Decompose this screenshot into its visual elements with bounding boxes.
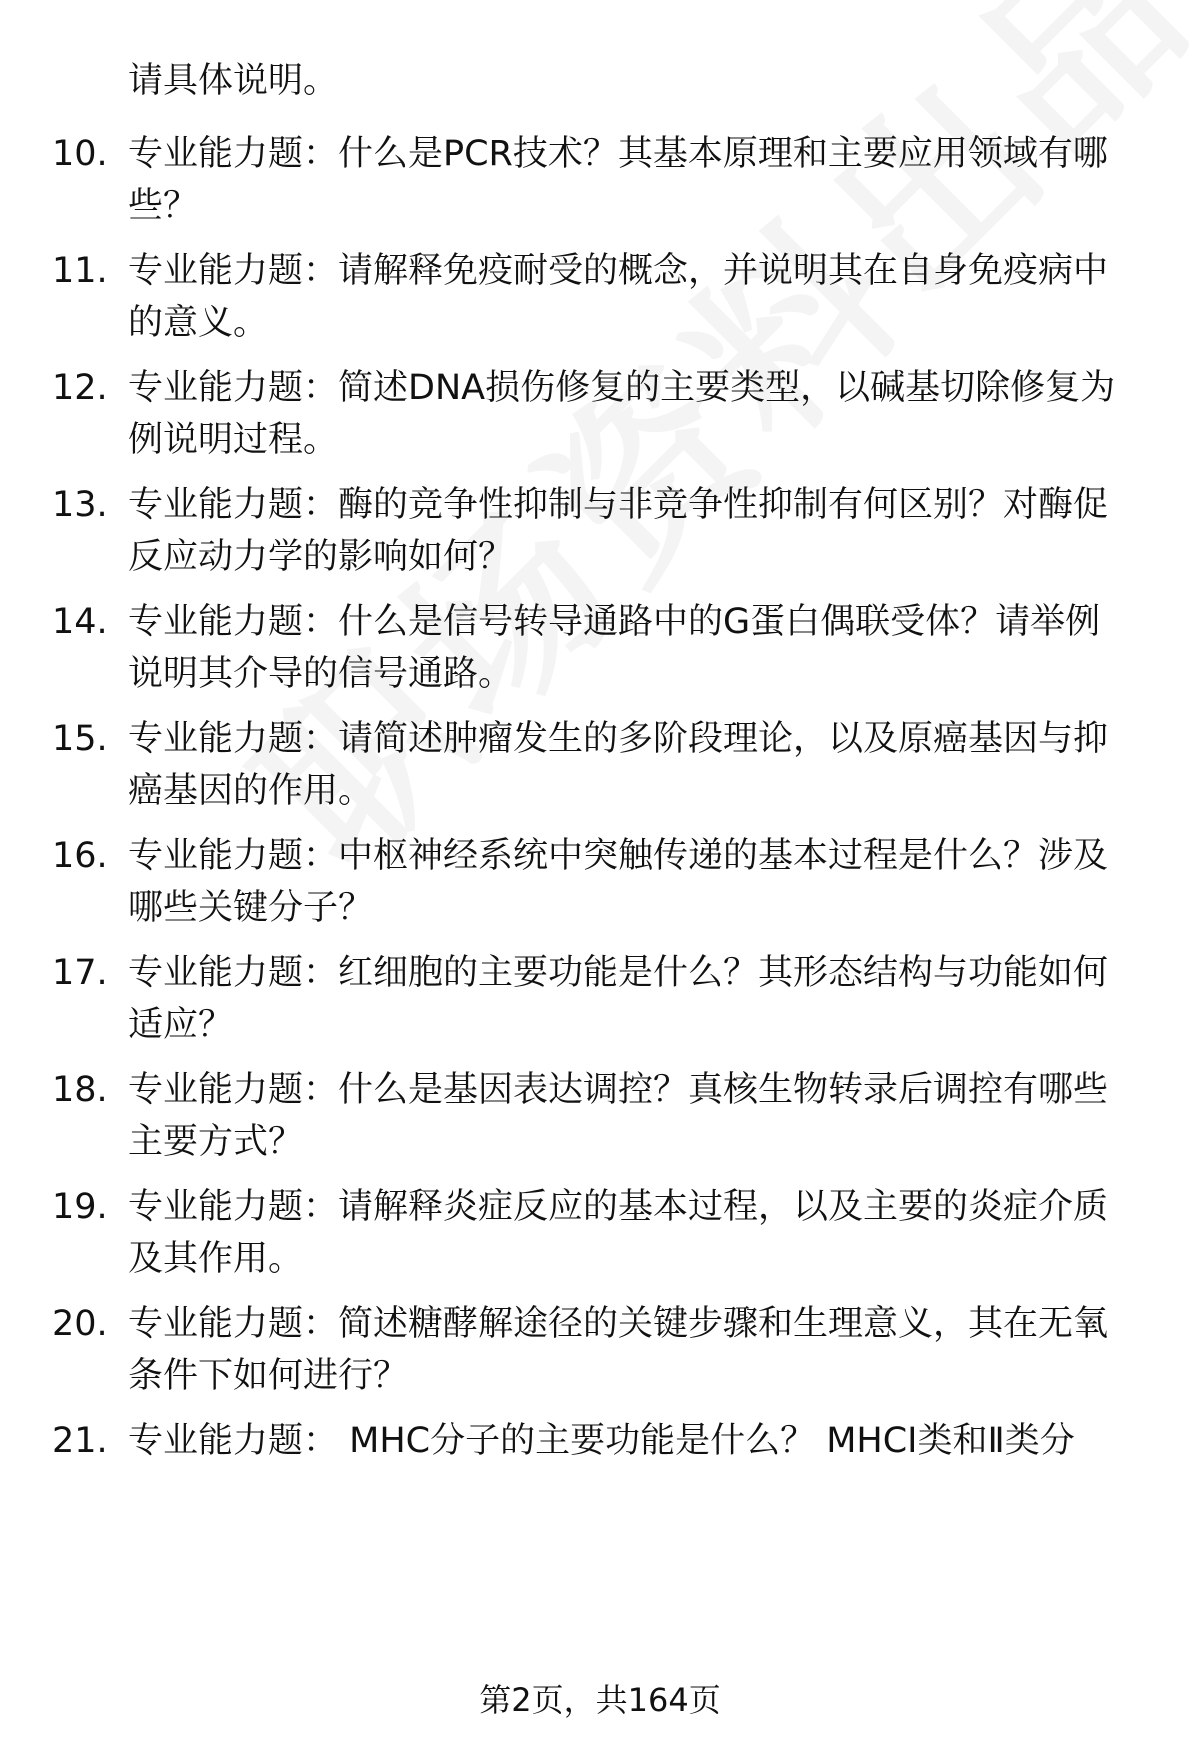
question-line: 专业能力题：简述DNA损伤修复的主要类型，以碱基切除修复为	[128, 368, 1116, 408]
question-number: 16.	[52, 836, 108, 876]
question-number: 14.	[52, 602, 108, 642]
question-line: 专业能力题：什么是基因表达调控？真核生物转录后调控有哪些	[128, 1070, 1109, 1110]
question-line: 专业能力题：请解释炎症反应的基本过程，以及主要的炎症介质	[128, 1187, 1109, 1227]
question-number: 10.	[52, 134, 108, 174]
question-text	[128, 362, 1148, 466]
question-line: 癌基因的作用。	[128, 771, 374, 811]
question-line: 专业能力题： MHC分子的主要功能是什么？ MHCⅠ类和Ⅱ类分	[128, 1421, 1075, 1461]
question-line: 专业能力题：中枢神经系统中突触传递的基本过程是什么？涉及	[128, 836, 1109, 876]
question-text	[128, 713, 1148, 817]
question-number: 13.	[52, 485, 108, 525]
question-number: 18.	[52, 1070, 108, 1110]
question-line: 及其作用。	[128, 1239, 304, 1279]
continued-question-text: 请具体说明。	[128, 61, 339, 101]
question-line: 的意义。	[128, 303, 269, 343]
question-number: 19.	[52, 1187, 108, 1227]
question-line: 适应？	[128, 1005, 234, 1045]
question-number: 20.	[52, 1304, 108, 1344]
question-number: 11.	[52, 251, 108, 291]
question-text	[128, 1181, 1148, 1285]
question-text	[128, 1064, 1148, 1168]
question-line: 专业能力题：什么是PCR技术？其基本原理和主要应用领域有哪	[128, 134, 1108, 174]
question-line: 专业能力题：请解释免疫耐受的概念，并说明其在自身免疫病中	[128, 251, 1109, 291]
question-line: 专业能力题：红细胞的主要功能是什么？其形态结构与功能如何	[128, 953, 1109, 993]
question-number: 12.	[52, 368, 108, 408]
question-text	[128, 1415, 1148, 1467]
question-line: 专业能力题：请简述肿瘤发生的多阶段理论，以及原癌基因与抑	[128, 719, 1109, 759]
question-text	[128, 596, 1148, 700]
question-line: 反应动力学的影响如何？	[128, 537, 514, 577]
question-text	[128, 245, 1148, 349]
question-number: 21.	[52, 1421, 108, 1461]
question-text	[128, 947, 1148, 1051]
question-line: 哪些关键分子？	[128, 888, 374, 928]
question-line: 专业能力题：什么是信号转导通路中的G蛋白偶联受体？请举例	[128, 602, 1101, 642]
page-footer: 第2页，共164页	[479, 1681, 721, 1719]
question-line: 专业能力题：酶的竞争性抑制与非竞争性抑制有何区别？对酶促	[128, 485, 1109, 525]
question-text	[128, 1298, 1148, 1402]
question-text	[128, 830, 1148, 934]
question-line: 例说明过程。	[128, 420, 339, 460]
question-line: 主要方式？	[128, 1122, 304, 1162]
question-number: 17.	[52, 953, 108, 993]
question-text	[128, 479, 1148, 583]
question-line: 说明其介导的信号通路。	[128, 654, 514, 694]
question-line: 专业能力题：简述糖酵解途径的关键步骤和生理意义，其在无氧	[128, 1304, 1109, 1344]
question-text	[128, 128, 1148, 232]
question-line: 条件下如何进行？	[128, 1356, 409, 1396]
question-number: 15.	[52, 719, 108, 759]
question-line: 些？	[128, 186, 199, 226]
